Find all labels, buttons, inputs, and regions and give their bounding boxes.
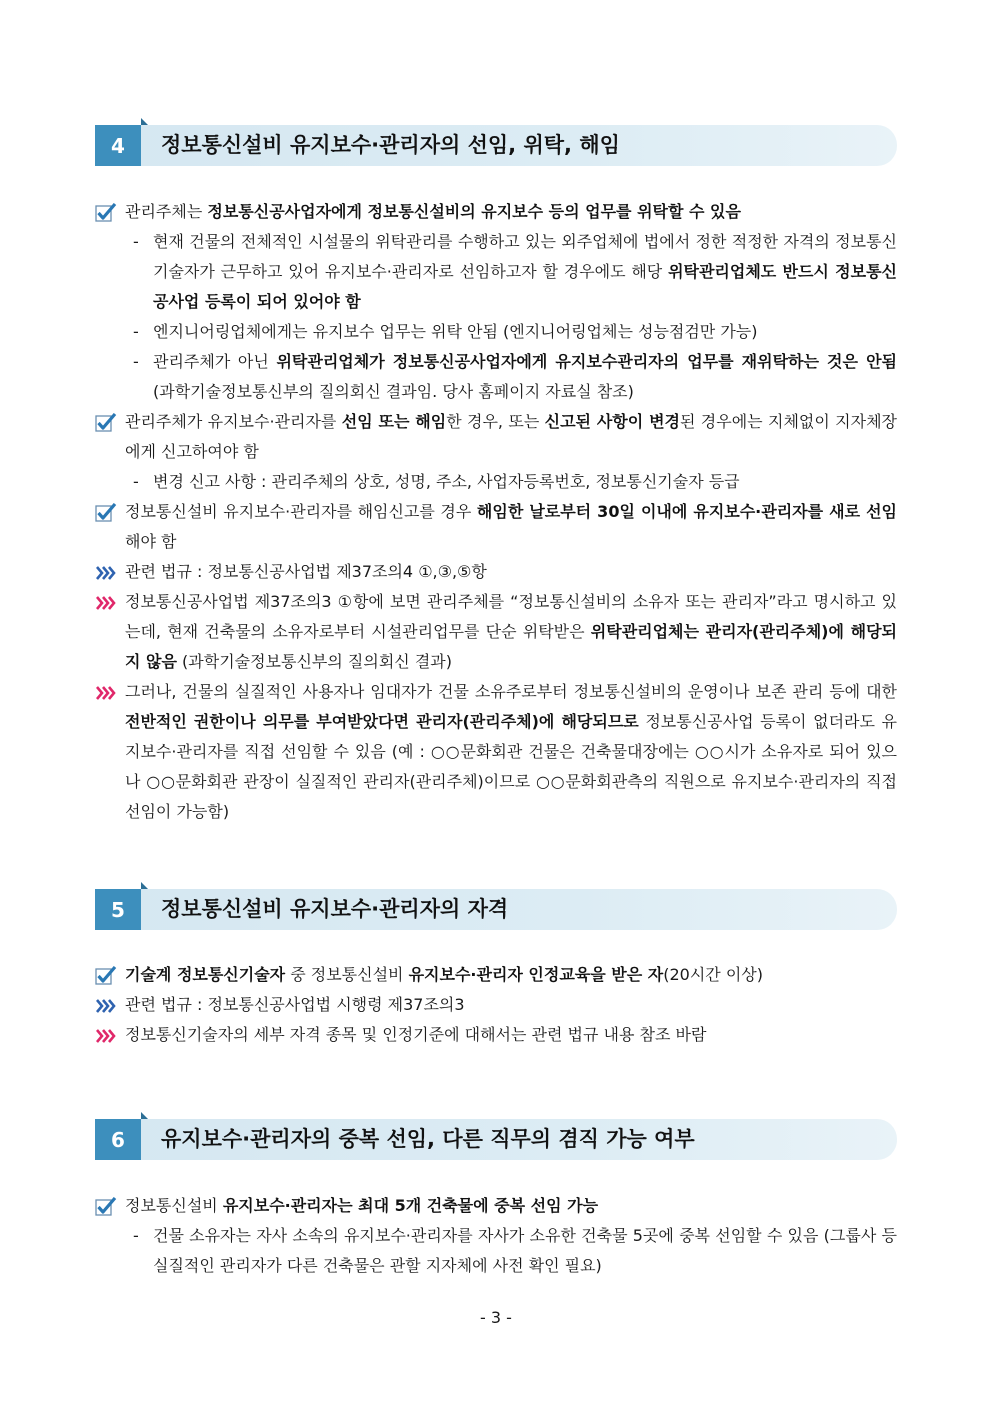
section-header [95,1119,897,1160]
text: 중 정보통신설비 [285,965,409,984]
law-item [95,990,897,1020]
section-number: 5 [95,889,141,930]
bold-text: 선임 또는 해임 [341,412,447,431]
check-icon [95,203,117,223]
check-item [95,197,897,227]
double-chevron-red-icon [95,593,117,613]
double-chevron-blue-icon [95,563,117,583]
law-reference: 관련 법규 : 정보통신공사업법 시행령 제37조의3 [125,995,465,1014]
section-number: 4 [95,125,141,166]
check-item [95,1191,897,1221]
dash-bullet: - [133,232,139,251]
note-item [95,677,897,827]
double-chevron-red-icon [95,683,117,703]
text: 정보통신공사업법 제37조의3 ①항에 보면 관리주체를 “정보통신설비의 소유자 또는 관리자”라고 명시하고 있는데, 현재 건축물의 소유자로부터 시설관리업무를 단순 위탁받은 [125,592,897,641]
text: 그러나, 건물의 실질적인 사용자나 임대자가 건물 소유주로부터 정보통신설비의 운영이나 보존 관리 등에 대한 [125,682,897,701]
dash-bullet: - [133,472,139,491]
section-6 [95,1119,897,1281]
page-number: - 3 - [480,1308,512,1327]
section-title: 유지보수·관리자의 중복 선임, 다른 직무의 겸직 가능 여부 [161,1127,695,1151]
bold-text: 위탁관리업체도 반드시 정보통신공사업 등록이 되어 있어야 함 [153,262,897,311]
text: 된 경우에는 지체없이 지자체장에게 신고하여야 함 [125,412,897,461]
text: 정보통신기술자의 세부 자격 종목 및 인정기준에 대해서는 관련 법규 내용 참조 바람 [125,1025,707,1044]
law-item [95,557,897,587]
bold-text: 위탁관리업체는 관리자(관리주체)에 해당되지 않음 [125,622,897,671]
check-icon [95,503,117,523]
text: 엔지니어링업체에게는 유지보수 업무는 위탁 안됨 (엔지니어링업체는 성능점검만 가능) [153,322,758,341]
text: 변경 신고 사항 : 관리주체의 상호, 성명, 주소, 사업자등록번호, 정보통신기술자 등급 [153,472,740,491]
text: 정보통신설비 [125,1196,223,1215]
note-item [95,1020,897,1050]
bold-text: 유지보수·관리자 인정교육을 받은 자 [408,965,664,984]
bold-text: 전반적인 권한이나 의무를 부여받았다면 관리자(관리주체)에 해당되므로 [125,712,639,731]
double-chevron-red-icon [95,1026,117,1046]
dash-bullet: - [133,1226,139,1245]
check-icon [95,966,117,986]
law-reference: 관련 법규 : 정보통신공사업법 제37조의4 ①,③,⑤항 [125,562,487,581]
check-item [95,407,897,467]
dash-bullet: - [133,322,139,341]
check-icon [95,413,117,433]
bold-text: 기술계 정보통신기술자 [125,965,286,984]
section-flag-decoration [141,118,148,125]
text: 건물 소유자는 자사 소속의 유지보수·관리자를 자사가 소유한 건축물 5곳에 중복 선임할 수 있음 (그룹사 등 실질적인 관리자가 다른 건축물은 관할 지자체에 사전 확인 필요) [153,1226,897,1275]
sub-item [95,347,897,407]
text: 정보통신공사업 등록이 없더라도 유지보수·관리자를 직접 선임할 수 있음 (예 : ○○문화회관 건물은 건축물대장에는 ○○시가 소유자로 되어 있으나 ○○문화회관 관장이 실질적인 관리자(관리주체)이므로 ○○문화회관측의 직원으로 유지보수·관리자의 직접 선임이 가능함) [125,712,897,821]
dash-bullet: - [133,352,139,371]
bold-text: 위탁관리업체가 정보통신공사업자에게 유지보수관리자의 업무를 재위탁하는 것은 안됨 [276,352,897,371]
bold-text: 유지보수·관리자는 최대 5개 건축물에 중복 선임 가능 [222,1196,599,1215]
text: (20시간 이상) [663,965,763,984]
bold-text: 해임한 날로부터 30일 이내에 유지보수·관리자를 새로 선임 [476,502,897,521]
section-body [95,1191,897,1281]
sub-item [95,227,897,317]
section-header [95,889,897,930]
section-flag-decoration [141,882,148,889]
text: 해야 함 [125,532,177,551]
text: 관리주체가 유지보수·관리자를 [125,412,342,431]
text: (과학기술정보통신부의 질의회신 결과임. 당사 홈페이지 자료실 참조) [153,382,634,401]
bold-text: 정보통신공사업자에게 정보통신설비의 유지보수 등의 업무를 위탁할 수 있음 [207,202,741,221]
sub-item [95,1221,897,1281]
section-body [95,960,897,1050]
section-body [95,197,897,827]
note-item [95,587,897,677]
text: 관리주체가 아닌 [153,352,277,371]
section-header [95,125,897,166]
sub-item [95,467,897,497]
check-item [95,497,897,557]
section-flag-decoration [141,1112,148,1119]
section-4 [95,125,897,827]
text: (과학기술정보통신부의 질의회신 결과) [176,652,452,671]
text: 관리주체는 [125,202,208,221]
section-5 [95,889,897,1050]
sub-item [95,317,897,347]
text: 현재 건물의 전체적인 시설물의 위탁관리를 수행하고 있는 외주업체에 법에서 정한 적정한 자격의 정보통신기술자가 근무하고 있어 유지보수·관리자로 선임하고자 할 경우에도 해당 [153,232,897,281]
section-title: 정보통신설비 유지보수·관리자의 자격 [161,897,509,921]
text: 정보통신설비 유지보수·관리자를 해임신고를 경우 [125,502,477,521]
bold-text: 신고된 사항이 변경 [544,412,680,431]
section-number: 6 [95,1119,141,1160]
section-title: 정보통신설비 유지보수·관리자의 선임, 위탁, 해임 [161,133,620,157]
check-item [95,960,897,990]
text: 한 경우, 또는 [446,412,545,431]
double-chevron-blue-icon [95,996,117,1016]
check-icon [95,1197,117,1217]
